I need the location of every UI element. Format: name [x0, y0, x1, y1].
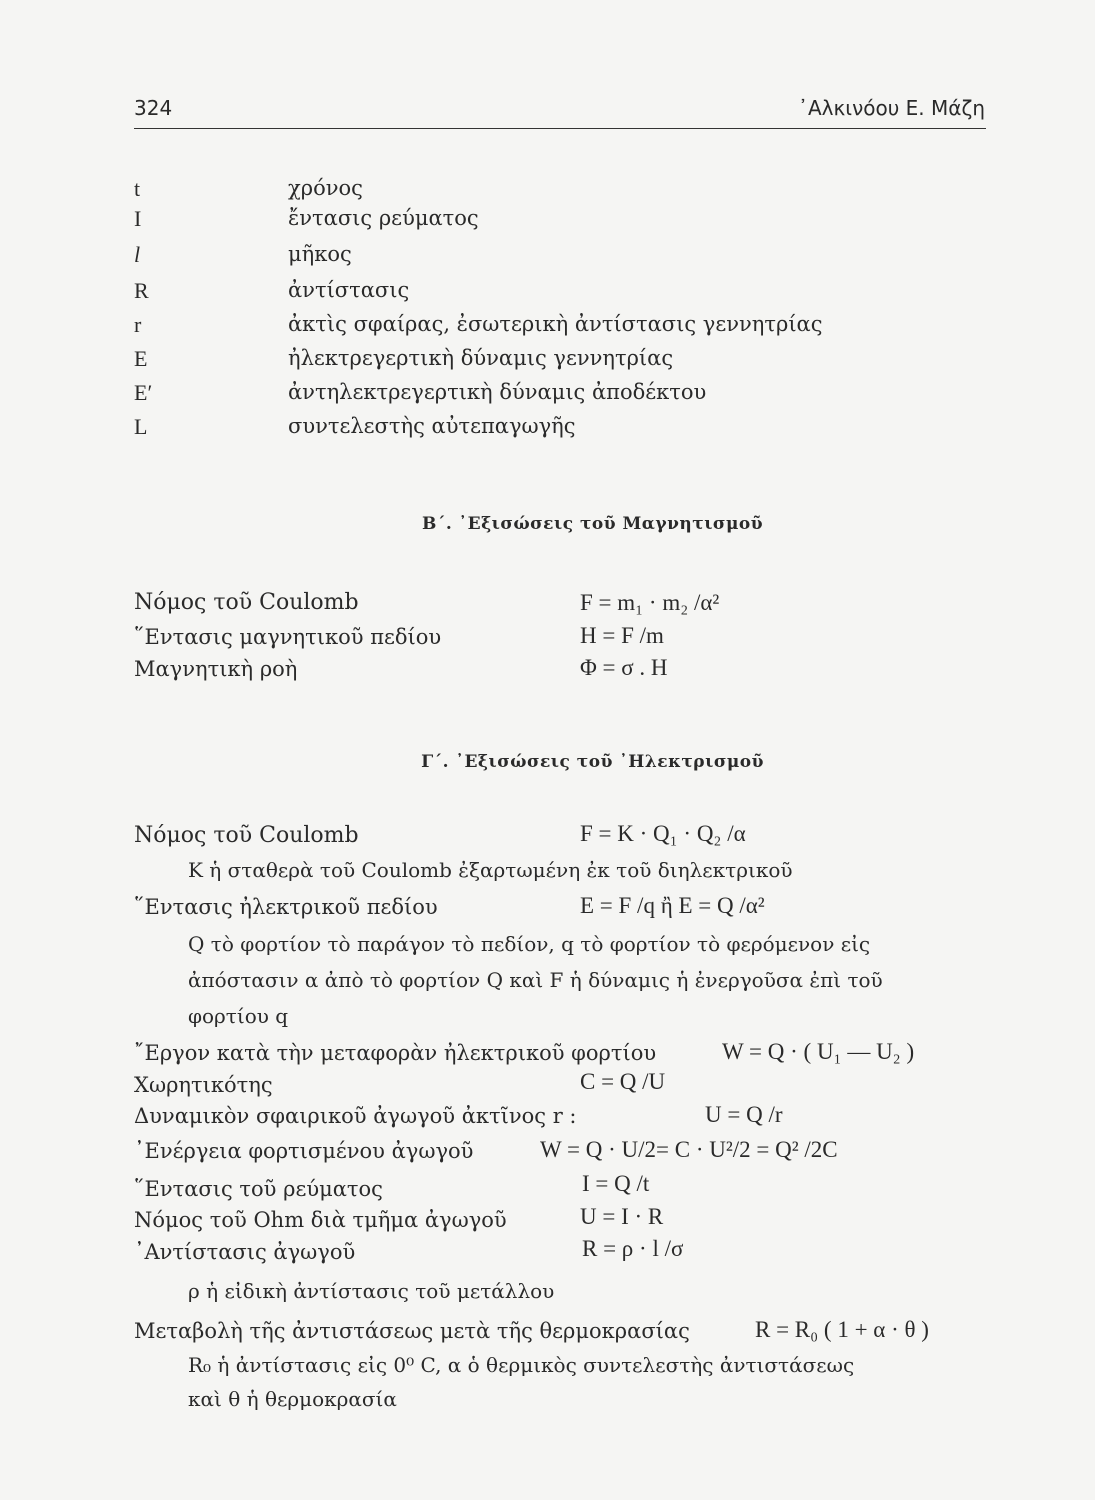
- symbol: E′: [134, 380, 153, 405]
- symbol: R: [134, 278, 149, 303]
- page-number: 324: [134, 96, 173, 120]
- header-rule: [134, 128, 986, 129]
- section-c-heading: [0, 752, 1095, 772]
- equation-label: ῞Εντασις ἠλεκτρικοῦ πεδίου: [134, 895, 438, 919]
- equation-label: Νόμος τοῦ Coulomb: [134, 823, 359, 848]
- equation-formula: F = m₁ · m₂ /α²: [580, 590, 720, 615]
- equation-label: Δυναμικὸν σφαιρικοῦ ἀγωγοῦ ἀκτῖνος r :: [134, 1104, 577, 1128]
- equation-note: φορτίου q: [188, 1004, 289, 1028]
- equation-label: Χωρητικότης: [134, 1073, 273, 1097]
- equation-formula: F = K · Q₁ · Q₂ /α: [580, 821, 746, 846]
- section-b-heading: [0, 514, 1095, 534]
- symbol-description: ἀντηλεκτρεγερτικὴ δύναμις ἀποδέκτου: [288, 380, 707, 404]
- equation-note: καὶ θ ἡ θερμοκρασία: [188, 1387, 397, 1411]
- equation-formula: C = Q /U: [580, 1069, 666, 1094]
- equation-label: ῎Εργον κατὰ τὴν μεταφορὰν ἠλεκτρικοῦ φορτίου: [134, 1041, 657, 1065]
- equation-label: Μεταβολὴ τῆς ἀντιστάσεως μετὰ τῆς θερμοκρασίας: [134, 1319, 690, 1343]
- equation-note: R₀ ἡ ἀντίστασις εἰς 0⁰ C, α ὁ θερμικὸς συντελεστὴς ἀντιστάσεως: [188, 1353, 855, 1377]
- equation-formula: Φ = σ . H: [580, 655, 668, 680]
- equation-formula: E = F /q ἢ E = Q /α²: [580, 893, 765, 918]
- equation-formula: W = Q · ( U₁ — U₂ ): [722, 1039, 915, 1064]
- symbol-description: ἀκτὶς σφαίρας, ἐσωτερικὴ ἀντίστασις γεννητρίας: [288, 312, 823, 336]
- equation-formula: U = Q /r: [705, 1102, 783, 1127]
- symbol-description: συντελεστὴς αὐτεπαγωγῆς: [288, 414, 576, 438]
- symbol: I: [134, 206, 142, 231]
- equation-label: ᾿Ενέργεια φορτισμένου ἀγωγοῦ: [134, 1139, 474, 1163]
- equation-note: ρ ἡ εἰδικὴ ἀντίστασις τοῦ μετάλλου: [188, 1279, 555, 1303]
- equation-formula: R = ρ · l /σ: [582, 1236, 684, 1261]
- equation-note: Q τὸ φορτίον τὸ παράγον τὸ πεδίον, q τὸ φορτίον τὸ φερόμενον εἰς: [188, 932, 871, 956]
- equation-formula: W = Q · U/2= C · U²/2 = Q² /2C: [540, 1137, 838, 1162]
- section-b-title: Β΄. ᾿Εξισώσεις τοῦ Μαγνητισμοῦ: [421, 514, 764, 534]
- symbol: E: [134, 346, 148, 371]
- symbol-description: χρόνος: [288, 176, 363, 200]
- symbol: l: [134, 242, 141, 267]
- symbol: t: [134, 176, 141, 201]
- equation-label: Μαγνητικὴ ροὴ: [134, 657, 298, 681]
- equation-formula: R = R₀ ( 1 + α · θ ): [755, 1317, 929, 1342]
- running-header-author: ᾿Αλκινόου Ε. Μάζη: [798, 96, 985, 120]
- symbol-description: ἀντίστασις: [288, 278, 410, 302]
- equation-note: ἀπόστασιν α ἀπὸ τὸ φορτίον Q καὶ F ἡ δύναμις ἡ ἐνεργοῦσα ἐπὶ τοῦ: [188, 968, 883, 992]
- symbol: r: [134, 312, 142, 337]
- symbol-description: μῆκος: [288, 242, 352, 266]
- symbol: L: [134, 414, 148, 439]
- symbol-description: ἔντασις ρεύματος: [288, 206, 479, 230]
- equation-note: K ἡ σταθερὰ τοῦ Coulomb ἐξαρτωμένη ἐκ τοῦ διηλεκτρικοῦ: [188, 858, 793, 882]
- symbol-description: ἠλεκτρεγερτικὴ δύναμις γεννητρίας: [288, 346, 674, 370]
- equation-formula: I = Q /t: [582, 1171, 650, 1196]
- equation-label: ῞Εντασις μαγνητικοῦ πεδίου: [134, 625, 442, 649]
- section-c-title: Γ΄. ᾿Εξισώσεις τοῦ ᾿Ηλεκτρισμοῦ: [421, 752, 764, 772]
- equation-formula: H = F /m: [580, 623, 664, 648]
- equation-label: Νόμος τοῦ Coulomb: [134, 590, 359, 615]
- equation-label: ῞Εντασις τοῦ ρεύματος: [134, 1177, 383, 1201]
- equation-label: Νόμος τοῦ Ohm διὰ τμῆμα ἀγωγοῦ: [134, 1208, 507, 1232]
- equation-label: ᾿Αντίστασις ἀγωγοῦ: [134, 1240, 356, 1264]
- equation-formula: U = I · R: [580, 1204, 664, 1229]
